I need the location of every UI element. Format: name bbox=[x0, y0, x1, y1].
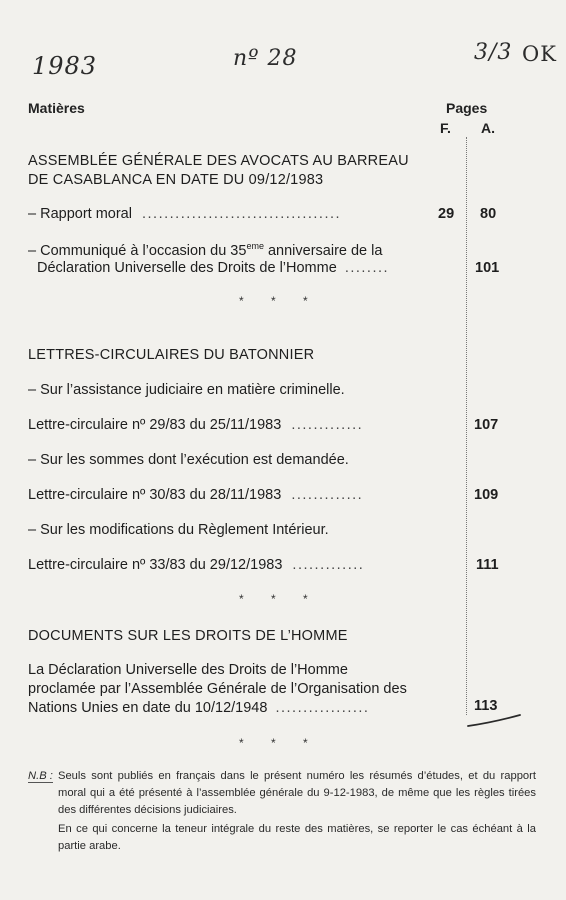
section1-title-line1: ASSEMBLÉE GÉNÉRALE DES AVOCATS AU BARREAU bbox=[28, 153, 409, 169]
note-paragraph-2: En ce qui concerne la teneur intégrale du reste des matières, se reporter le cas échéant à la partie arabe. bbox=[58, 823, 536, 852]
column-divider bbox=[466, 137, 467, 715]
toc-entry-lettre-29 bbox=[28, 417, 363, 433]
header-pages: Pages bbox=[446, 100, 488, 116]
handwritten-ok: OK bbox=[522, 42, 557, 66]
subtopic-assistance: – Sur l’assistance judiciaire en matière criminelle. bbox=[28, 382, 345, 398]
leader-dots: .................................... bbox=[142, 206, 342, 222]
header-matieres: Matières bbox=[28, 100, 85, 116]
entry-text: Lettre-circulaire nº 30/83 du 28/11/1983 bbox=[28, 487, 282, 503]
page-a-communique: 101 bbox=[475, 260, 500, 276]
toc-entry-rapport-moral bbox=[28, 206, 341, 222]
handwritten-pages: 3/3 bbox=[474, 40, 513, 65]
separator-stars-1: * * * bbox=[239, 294, 320, 308]
toc-entry-communique-line2 bbox=[37, 260, 389, 276]
section3-title: DOCUMENTS SUR LES DROITS DE L’HOMME bbox=[28, 628, 348, 644]
separator-stars-3: * * * bbox=[239, 736, 320, 750]
entry-text-part1: – Communiqué à l’occasion du 35 bbox=[28, 242, 247, 259]
handwritten-year: 1983 bbox=[32, 52, 98, 80]
toc-entry-communique-line1 bbox=[28, 241, 382, 259]
separator-stars-2: * * * bbox=[239, 592, 320, 606]
section1-title-line2: DE CASABLANCA EN DATE DU 09/12/1983 bbox=[28, 172, 324, 188]
page-a-declaration: 113 bbox=[474, 698, 498, 714]
superscript-eme: eme bbox=[246, 241, 264, 251]
pen-underline-mark bbox=[464, 712, 524, 732]
header-col-f: F. bbox=[440, 120, 451, 136]
header-col-a: A. bbox=[481, 120, 495, 136]
entry-text-part2: anniversaire de la bbox=[263, 242, 383, 259]
entry-text: – Rapport moral bbox=[28, 206, 132, 222]
page-a-lettre-33: 111 bbox=[476, 557, 499, 573]
handwritten-number: nº 28 bbox=[233, 46, 298, 71]
entry-text: Nations Unies en date du 10/12/1948 bbox=[28, 700, 268, 716]
note-label: N.B : bbox=[28, 770, 53, 782]
leader-dots: ............. bbox=[292, 557, 365, 573]
note-paragraph-1: Seuls sont publiés en français dans le présent numéro les résumés d’études, et du rapport moral qui a été présenté à l’assemblée générale du 9-12-1983, de même que les règles tirées des différentes décisions judiciaires. bbox=[58, 770, 536, 816]
toc-entry-declaration-line3 bbox=[28, 700, 369, 716]
entry-text: Lettre-circulaire nº 29/83 du 25/11/1983 bbox=[28, 417, 282, 433]
toc-entry-lettre-30 bbox=[28, 487, 363, 503]
entry-text: Lettre-circulaire nº 33/83 du 29/12/1983 bbox=[28, 557, 283, 573]
subtopic-sommes: – Sur les sommes dont l’exécution est demandée. bbox=[28, 452, 349, 468]
page-a-rapport-moral: 80 bbox=[480, 206, 497, 222]
leader-dots: ............. bbox=[291, 417, 364, 433]
section2-title: LETTRES-CIRCULAIRES DU BATONNIER bbox=[28, 347, 315, 363]
leader-dots: ................. bbox=[275, 700, 370, 716]
subtopic-reglement: – Sur les modifications du Règlement Intérieur. bbox=[28, 522, 329, 538]
toc-entry-declaration-line1: La Déclaration Universelle des Droits de l’Homme bbox=[28, 662, 348, 678]
page-a-lettre-30: 109 bbox=[474, 487, 499, 503]
entry-text: Déclaration Universelle des Droits de l’Homme bbox=[37, 260, 337, 276]
leader-dots: ........ bbox=[344, 260, 390, 276]
page-a-lettre-29: 107 bbox=[474, 417, 499, 433]
toc-entry-lettre-33 bbox=[28, 557, 364, 573]
page-f-rapport-moral: 29 bbox=[438, 206, 455, 222]
toc-entry-declaration-line2: proclamée par l’Assemblée Générale de l’Organisation des bbox=[28, 681, 407, 697]
leader-dots: ............. bbox=[291, 487, 364, 503]
